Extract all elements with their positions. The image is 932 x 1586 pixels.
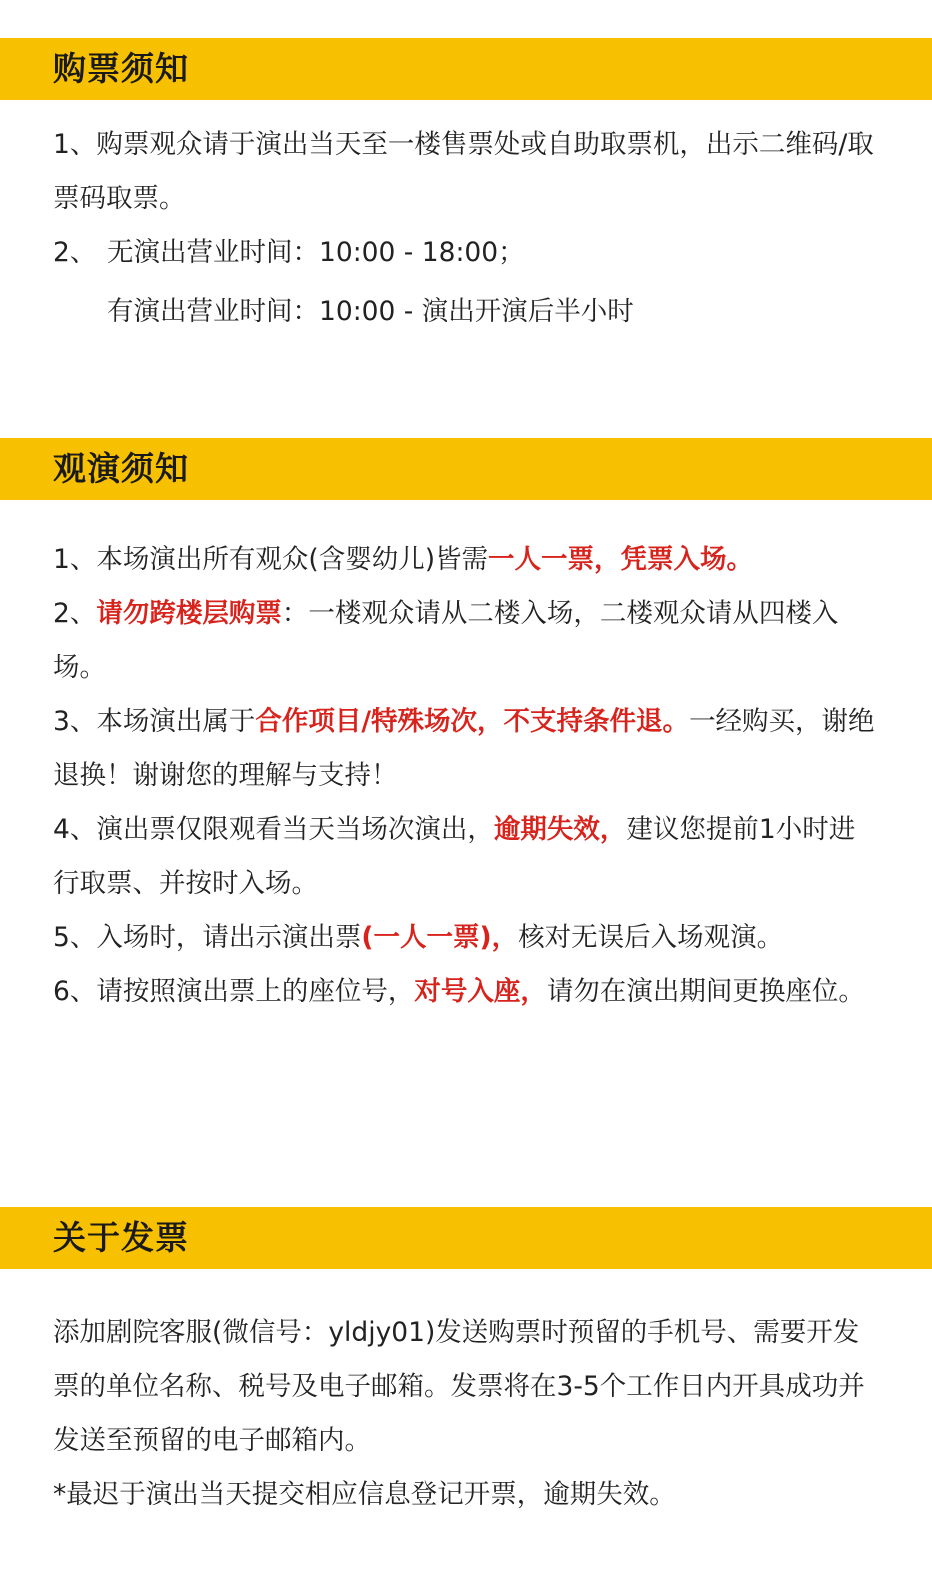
invoice-note: *最迟于演出当天提交相应信息登记开票，逾期失效。 bbox=[53, 1479, 676, 1510]
viewing-item-5 bbox=[53, 911, 878, 965]
viewing-item-6-prefix: 6、请按照演出票上的座位号， bbox=[53, 976, 415, 1007]
viewing-section-title: 观演须知 bbox=[53, 449, 189, 488]
viewing-item-4 bbox=[53, 803, 878, 911]
viewing-item-5-prefix: 5、入场时，请出示演出票 bbox=[53, 922, 362, 953]
viewing-item-6-highlight: 对号入座， bbox=[414, 976, 547, 1007]
invoice-section-header bbox=[0, 1207, 932, 1269]
purchase-item-2-line2: 有演出营业时间：10:00 - 演出开演后半小时 bbox=[107, 296, 634, 327]
purchase-section-title: 购票须知 bbox=[53, 49, 189, 88]
viewing-item-2-highlight: 请勿跨楼层购票 bbox=[96, 598, 282, 629]
viewing-item-3 bbox=[53, 695, 878, 803]
purchase-item-2-line1: 无演出营业时间：10:00 - 18:00； bbox=[107, 237, 525, 268]
purchase-section-header bbox=[0, 38, 932, 100]
viewing-item-3-highlight: 合作项目/特殊场次，不支持条件退。 bbox=[255, 706, 690, 737]
purchase-item-1: 1、购票观众请于演出当天至一楼售票处或自助取票机，出示二维码/取票码取票。 bbox=[53, 129, 874, 214]
viewing-item-3-text: 一经购买，谢绝退换！谢谢您的理解与支持！ bbox=[53, 706, 875, 791]
viewing-item-6-text: 请勿在演出期间更换座位。 bbox=[546, 976, 865, 1007]
viewing-item-3-prefix: 3、本场演出属于 bbox=[53, 706, 256, 737]
viewing-item-4-text: 建议您提前1小时进行取票、并按时入场。 bbox=[53, 814, 856, 899]
invoice-paragraph: 添加剧院客服(微信号：yldjy01)发送购票时预留的手机号、需要开发票的单位名称、税号及电子邮箱。发票将在3-5个工作日内开具成功并发送至预留的电子邮箱内。 bbox=[53, 1317, 865, 1456]
viewing-item-1-highlight: 一人一票，凭票入场。 bbox=[488, 544, 754, 575]
purchase-item-2 bbox=[53, 226, 913, 280]
viewing-section-header bbox=[0, 438, 932, 500]
viewing-item-4-prefix: 4、演出票仅限观看当天当场次演出， bbox=[53, 814, 494, 845]
viewing-item-6 bbox=[53, 965, 878, 1019]
viewing-item-2-text: ：一楼观众请从二楼入场，二楼观众请从四楼入场。 bbox=[53, 598, 839, 683]
viewing-item-1-text: 1、本场演出所有观众(含婴幼儿)皆需 bbox=[53, 544, 489, 575]
purchase-item-2-number: 2、 bbox=[53, 237, 97, 268]
viewing-item-2 bbox=[53, 587, 878, 695]
viewing-item-1 bbox=[53, 533, 878, 587]
viewing-item-2-prefix: 2、 bbox=[53, 598, 97, 629]
viewing-item-5-highlight: (一人一票)， bbox=[361, 922, 519, 953]
viewing-item-5-text: 核对无误后入场观演。 bbox=[518, 922, 784, 953]
viewing-item-4-highlight: 逾期失效， bbox=[493, 814, 627, 845]
invoice-section-title: 关于发票 bbox=[53, 1218, 189, 1257]
